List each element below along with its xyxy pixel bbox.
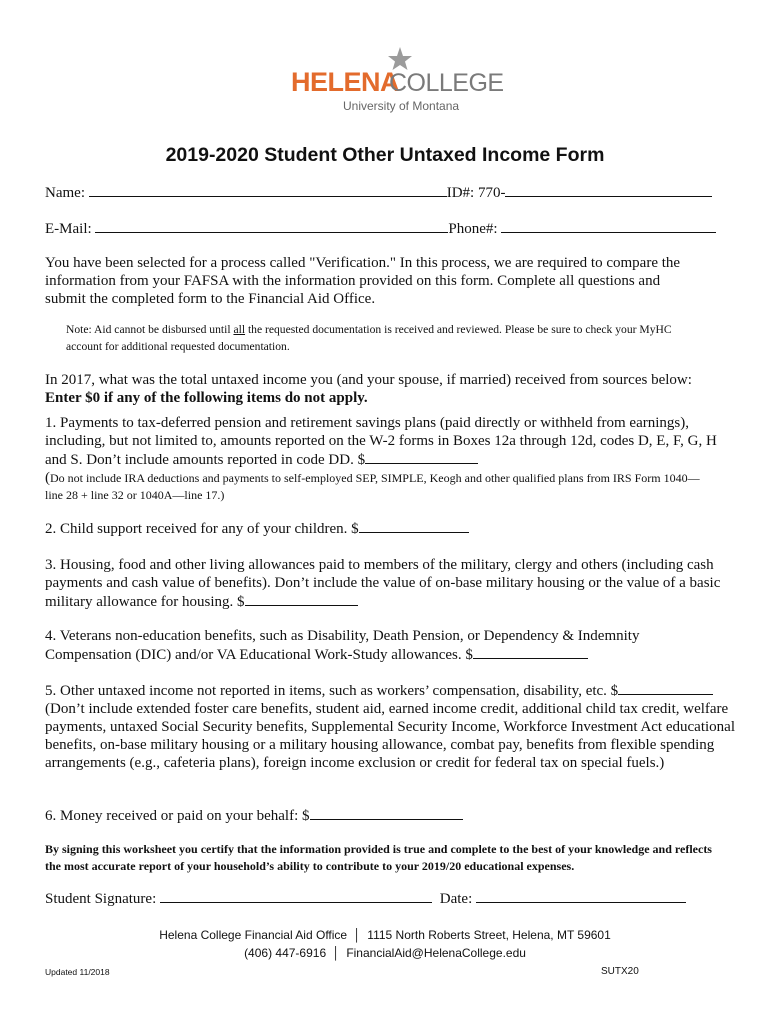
item-5-detail: (Don’t include extended foster care benefits, student aid, earned income credit, additional child tax credit, welfare payments, untaxed Social Security benefits, Supplemental Security Income, Workforce Investment Act educational benefits, on-base military housing or a military housing allowance, combat pay, benefits from flexible spending arrangements (e.g., cafeteria plans), foreign income exclusion or credit for federal tax on special fuels.) bbox=[45, 701, 735, 771]
question-instruction: Enter $0 if any of the following items do not apply. bbox=[45, 390, 368, 406]
date-label: Date: bbox=[439, 891, 473, 907]
footer-address: 1115 North Roberts Street, Helena, MT 59601 bbox=[367, 928, 611, 942]
name-field[interactable] bbox=[89, 183, 447, 197]
note-paragraph bbox=[66, 321, 706, 355]
item-1-amount-field[interactable] bbox=[365, 450, 478, 464]
item-1-note bbox=[45, 470, 715, 504]
footer-separator: │ bbox=[353, 928, 361, 942]
footer-office-line bbox=[0, 928, 770, 942]
form-title: 2019-2020 Student Other Untaxed Income Form bbox=[165, 144, 605, 166]
item-6 bbox=[45, 806, 463, 825]
email-label: E-Mail: bbox=[45, 221, 92, 237]
item-3-amount-field[interactable] bbox=[245, 592, 358, 606]
item-4-amount-field[interactable] bbox=[473, 645, 588, 659]
item-1-note-text: Do not include IRA deductions and payments to self-employed SEP, SIMPLE, Keogh and other qualified plans from IRS Form 1040—line 28 + line 32 or 1040A—line 17.) bbox=[45, 471, 700, 502]
footer-separator: │ bbox=[332, 946, 340, 960]
form-code: SUTX20 bbox=[601, 966, 639, 977]
item-2-amount-field[interactable] bbox=[359, 519, 469, 533]
item-5 bbox=[45, 681, 735, 772]
signature-row bbox=[45, 889, 686, 908]
item-4-text: 4. Veterans non-education benefits, such as Disability, Death Pension, or Dependency & Indemnity Compensation (DIC) and/or VA Educational Work-Study allowances. $ bbox=[45, 628, 640, 663]
item-6-text: 6. Money received or paid on your behalf: $ bbox=[45, 808, 310, 824]
certification-statement: By signing this worksheet you certify that the information provided is true and complete to the best of your knowledge and reflects the most accurate report of your household’s ability to contribute to your 2019/20 educational expenses. bbox=[45, 842, 712, 873]
item-3 bbox=[45, 556, 730, 611]
note-after: the requested documentation is received and reviewed. Please be sure to check your MyHC account for additional requested documentation. bbox=[66, 323, 672, 353]
item-4 bbox=[45, 627, 685, 664]
logo-subtitle: University of Montana bbox=[343, 99, 460, 113]
item-2 bbox=[45, 519, 469, 538]
name-row bbox=[45, 183, 712, 202]
note-before: Note: Aid cannot be disbursed until bbox=[66, 323, 234, 336]
intro-paragraph: You have been selected for a process called "Verification." In this process, we are required to compare the information from your FAFSA with the information provided on this form. Complete all questions and submit the completed form to the Financial Aid Office. bbox=[45, 255, 681, 307]
footer-phone: (406) 447-6916 bbox=[244, 946, 327, 960]
item-5-amount-field[interactable] bbox=[618, 681, 713, 695]
id-field[interactable] bbox=[505, 183, 712, 197]
email-field[interactable] bbox=[95, 219, 448, 233]
phone-label: Phone#: bbox=[448, 221, 498, 237]
item-1-paren: ( bbox=[45, 470, 50, 486]
student-signature-field[interactable] bbox=[160, 889, 432, 903]
updated-date: Updated 11/2018 bbox=[45, 967, 110, 977]
footer-office: Helena College Financial Aid Office bbox=[159, 928, 348, 942]
name-label: Name: bbox=[45, 185, 85, 201]
item-3-text: 3. Housing, food and other living allowances paid to members of the military, clergy and others (including cash payments and cash value of benefits). Don’t include the value of on-base military housing or the value of a basic military allowance for housing. $ bbox=[45, 557, 721, 610]
logo-name-bold: HELENA bbox=[291, 67, 400, 97]
item-1-text: 1. Payments to tax-deferred pension and retirement savings plans (paid directly or withheld from earnings), including, but not limited to, amounts reported on the W-2 forms in Boxes 12a through 12d, codes D, E, F, G, H and S. Don’t include amounts reported in code DD. $ bbox=[45, 415, 717, 468]
footer-email: FinancialAid@HelenaCollege.edu bbox=[346, 946, 526, 960]
note-emphasis: all bbox=[233, 323, 246, 336]
item-6-amount-field[interactable] bbox=[310, 806, 463, 820]
item-5-text: 5. Other untaxed income not reported in items, such as workers’ compensation, disability, etc. $ bbox=[45, 683, 619, 699]
date-field[interactable] bbox=[476, 889, 686, 903]
phone-field[interactable] bbox=[501, 219, 716, 233]
logo-name-light: COLLEGE bbox=[389, 69, 504, 97]
email-row bbox=[45, 219, 716, 238]
student-signature-label: Student Signature: bbox=[45, 891, 157, 907]
id-label: ID#: 770- bbox=[446, 185, 506, 201]
item-1 bbox=[45, 414, 730, 469]
item-2-text: 2. Child support received for any of your children. $ bbox=[45, 521, 359, 537]
footer-contact-line bbox=[0, 946, 770, 960]
question-text: In 2017, what was the total untaxed income you (and your spouse, if married) received from sources below: bbox=[45, 372, 692, 388]
